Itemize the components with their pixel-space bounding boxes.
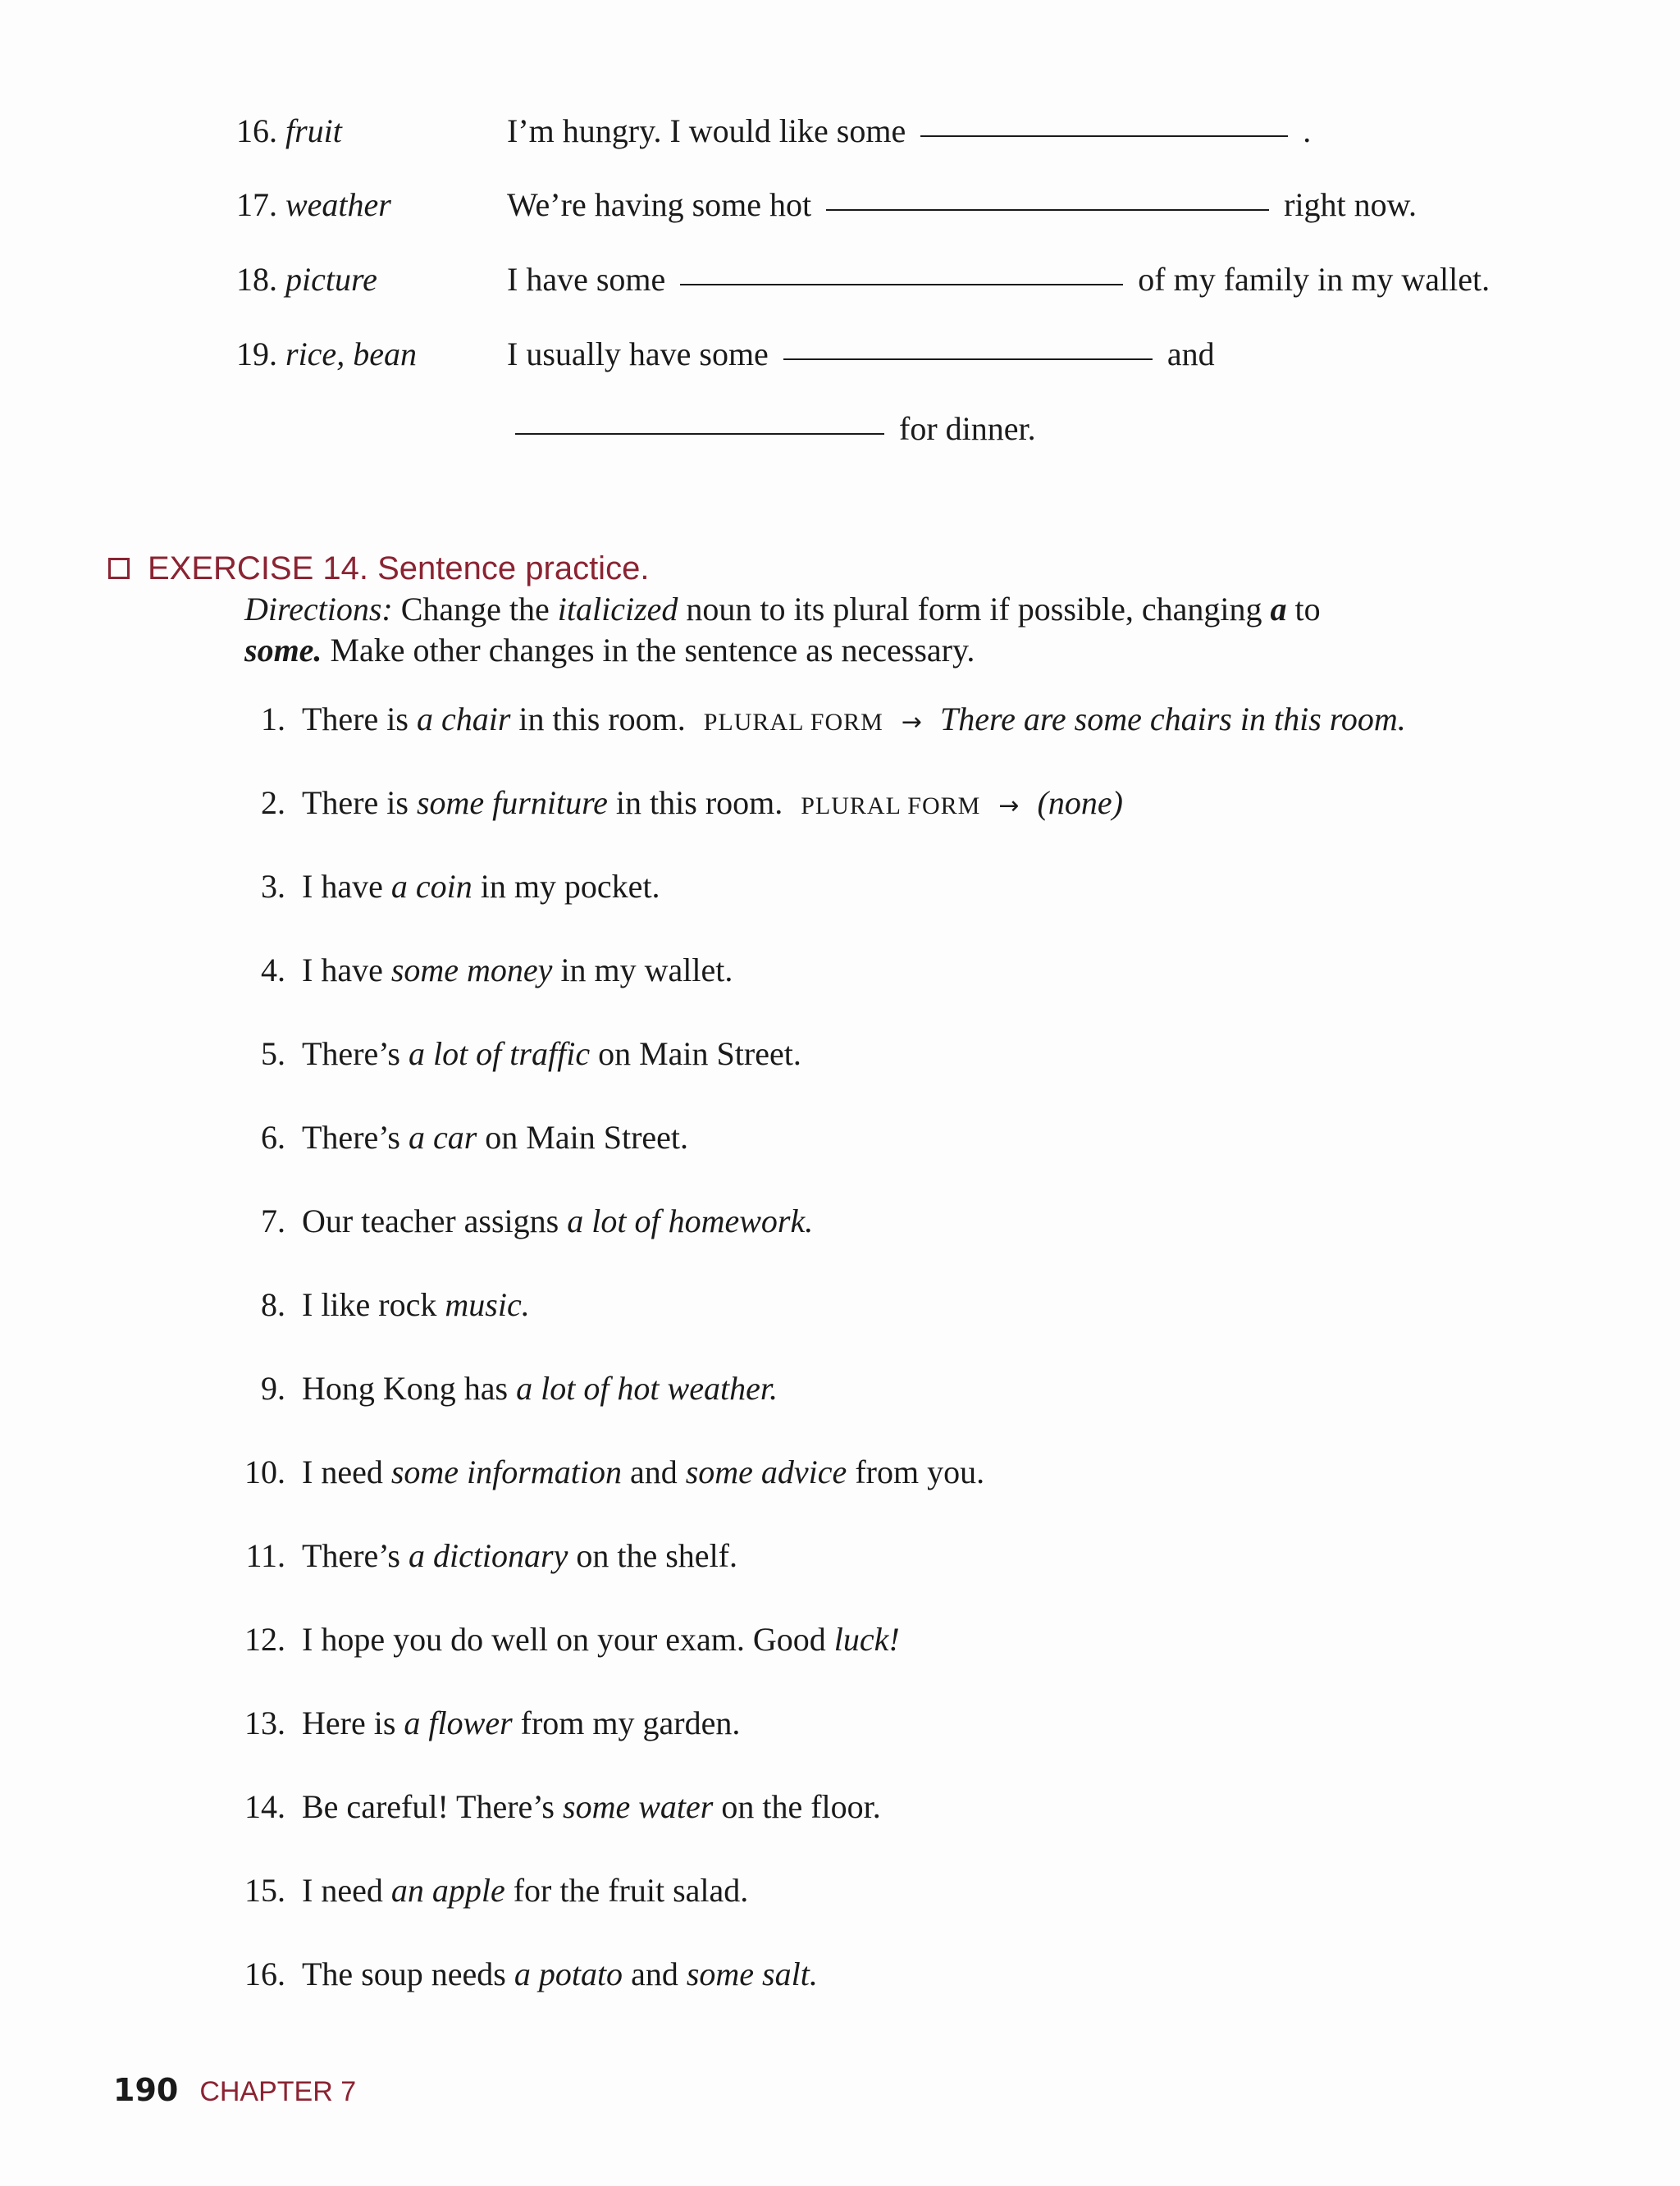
text-segment: 8. — [261, 1286, 285, 1323]
text-segment: 17. — [236, 186, 277, 223]
text-segment: The soup needs — [302, 1956, 514, 1992]
list-item — [0, 1615, 1680, 1664]
fill-in-sentence — [507, 107, 1311, 156]
example-answer: There are some chairs in this room. — [939, 701, 1406, 737]
text-segment: weather — [285, 186, 391, 223]
fill-in-row — [0, 180, 1680, 230]
list-item — [0, 1448, 1680, 1497]
text-segment: in my wallet. — [552, 952, 733, 988]
text-segment: 1. — [261, 701, 285, 737]
text-segment: 5. — [261, 1035, 285, 1072]
text-segment: fruit — [285, 112, 342, 149]
answer-blank[interactable] — [783, 358, 1153, 360]
plural-form-label: PLURAL FORM — [703, 709, 883, 736]
text-segment: noun to its plural form if possible, changing — [678, 591, 1271, 628]
text-segment: and — [623, 1956, 687, 1992]
fill-in-sentence — [507, 330, 1215, 379]
text-segment: 7. — [261, 1203, 285, 1239]
text-segment: a lot of traffic — [408, 1035, 591, 1072]
text-segment: Here is — [302, 1705, 404, 1741]
item-sentence — [302, 1029, 801, 1079]
text-segment: I’m hungry. I would like some — [507, 112, 906, 149]
text-segment: and — [1166, 335, 1215, 372]
text-segment: 3. — [261, 868, 285, 905]
item-number-and-cue — [236, 330, 417, 379]
list-item — [0, 1782, 1680, 1832]
answer-blank[interactable] — [826, 209, 1269, 211]
text-segment: a car — [408, 1119, 477, 1156]
text-segment: 16. — [236, 112, 277, 149]
text-segment: I have some — [507, 261, 666, 298]
text-segment: We’re having some hot — [507, 186, 812, 223]
text-segment: . — [1303, 112, 1312, 149]
text-segment: and — [621, 1454, 686, 1490]
text-segment: in this room. — [607, 784, 783, 821]
text-segment: rice, bean — [285, 335, 417, 372]
fill-in-sentence — [507, 180, 1417, 230]
fill-in-row — [0, 255, 1680, 304]
text-segment: some water — [563, 1788, 714, 1825]
text-segment: italicized — [557, 591, 678, 628]
text-segment: a lot of homework. — [567, 1203, 814, 1239]
fill-in-row-continued — [0, 404, 1680, 454]
answer-blank[interactable] — [515, 433, 884, 435]
text-segment: 2. — [261, 784, 285, 821]
fill-in-row — [0, 107, 1680, 156]
item-sentence — [302, 1950, 818, 1999]
text-segment: on Main Street. — [590, 1035, 801, 1072]
list-item — [0, 1029, 1680, 1079]
text-segment: 10. — [244, 1454, 285, 1490]
text-segment: There is — [302, 701, 417, 737]
text-segment: I have — [302, 952, 391, 988]
text-segment: to — [1286, 591, 1321, 628]
fill-in-sentence — [507, 255, 1490, 304]
text-segment: for dinner. — [899, 410, 1036, 447]
answer-blank[interactable] — [680, 284, 1123, 285]
text-segment: Be careful! There’s — [302, 1788, 563, 1825]
item-sentence — [302, 1866, 748, 1915]
plural-form-label: PLURAL FORM — [801, 792, 981, 819]
text-segment: 15. — [244, 1872, 285, 1909]
list-item — [0, 862, 1680, 911]
text-segment: some salt. — [686, 1956, 818, 1992]
item-sentence — [302, 1699, 740, 1748]
arrow-icon: → — [998, 792, 1020, 820]
text-segment: in my pocket. — [472, 868, 660, 905]
item-sentence — [302, 1782, 881, 1832]
text-segment: 6. — [261, 1119, 285, 1156]
text-segment: I like rock — [302, 1286, 445, 1323]
page-footer — [113, 2072, 356, 2113]
item-number-and-cue — [236, 255, 377, 304]
text-segment: a lot of hot weather. — [516, 1370, 778, 1407]
text-segment: luck! — [833, 1621, 900, 1658]
item-sentence — [302, 695, 1406, 747]
text-segment: I usually have some — [507, 335, 769, 372]
exercise-checkbox[interactable] — [108, 558, 130, 579]
text-segment: I have — [302, 868, 391, 905]
list-item — [0, 1699, 1680, 1748]
fill-in-sentence — [500, 404, 1036, 454]
text-segment: Change the — [392, 591, 558, 628]
text-segment: a dictionary — [408, 1537, 568, 1574]
text-segment: music. — [445, 1286, 530, 1323]
answer-blank[interactable] — [920, 135, 1288, 137]
text-segment: some advice — [685, 1454, 847, 1490]
text-segment: some furniture — [416, 784, 608, 821]
page-number: 190 — [113, 2072, 179, 2108]
text-segment: Make other changes in the sentence as necessary. — [322, 632, 975, 669]
text-segment: of my family in my wallet. — [1138, 261, 1491, 298]
text-segment: Our teacher assigns — [302, 1203, 568, 1239]
item-sentence — [302, 862, 660, 911]
text-segment: I need — [302, 1872, 391, 1909]
text-segment: 14. — [244, 1788, 285, 1825]
text-segment: in this room. — [510, 701, 686, 737]
text-segment: from you. — [847, 1454, 985, 1490]
text-segment: for the fruit salad. — [504, 1872, 749, 1909]
item-sentence — [302, 1280, 530, 1330]
text-segment: I need — [302, 1454, 391, 1490]
text-segment: There’s — [302, 1119, 409, 1156]
item-sentence — [302, 1615, 900, 1664]
text-segment: There is — [302, 784, 417, 821]
item-sentence — [302, 946, 733, 995]
text-segment: 4. — [261, 952, 285, 988]
example-answer: (none) — [1037, 784, 1123, 821]
text-segment: 13. — [244, 1705, 285, 1741]
fill-in-row — [0, 330, 1680, 379]
text-segment: 11. — [245, 1537, 285, 1574]
text-segment: a potato — [514, 1956, 623, 1992]
text-segment: 19. — [236, 335, 277, 372]
item-sentence — [302, 778, 1123, 831]
list-item — [0, 1280, 1680, 1330]
list-item — [0, 695, 1680, 744]
text-segment: 9. — [261, 1370, 285, 1407]
list-item — [0, 1364, 1680, 1413]
text-segment: a coin — [390, 868, 472, 905]
text-segment: There’s — [302, 1537, 409, 1574]
text-segment: 16. — [244, 1956, 285, 1992]
item-sentence — [302, 1448, 984, 1497]
item-sentence — [302, 1113, 688, 1162]
item-sentence — [302, 1531, 737, 1581]
text-segment: Hong Kong has — [302, 1370, 517, 1407]
text-segment: 12. — [244, 1621, 285, 1658]
list-item — [0, 1531, 1680, 1581]
text-segment: a chair — [416, 701, 511, 737]
chapter-label: CHAPTER 7 — [199, 2076, 357, 2107]
text-segment: on the floor. — [713, 1788, 881, 1825]
text-segment: There’s — [302, 1035, 409, 1072]
text-segment: picture — [285, 261, 377, 298]
list-item — [0, 778, 1680, 828]
text-segment: a flower — [404, 1705, 513, 1741]
text-segment: on Main Street. — [477, 1119, 689, 1156]
text-segment: a — [1270, 591, 1287, 628]
text-segment: some. — [244, 632, 322, 669]
text-segment: an apple — [390, 1872, 505, 1909]
arrow-icon: → — [901, 708, 922, 737]
text-segment: on the shelf. — [568, 1537, 737, 1574]
list-item — [0, 1950, 1680, 1999]
text-segment: from my garden. — [512, 1705, 741, 1741]
text-segment: some money — [390, 952, 553, 988]
text-segment: I hope you do well on your exam. Good — [302, 1621, 834, 1658]
exercise-header — [108, 545, 649, 591]
exercise-directions: Directions: Change the italicized noun to its plural form if possible, changing a to some. Make other changes in the sentence as necessary. — [244, 591, 1321, 669]
list-item — [0, 1113, 1680, 1162]
list-item — [0, 1197, 1680, 1246]
text-segment: some information — [390, 1454, 622, 1490]
list-item — [0, 946, 1680, 995]
item-sentence — [302, 1364, 778, 1413]
exercise-title: EXERCISE 14. Sentence practice. — [148, 550, 650, 586]
list-item — [0, 1866, 1680, 1915]
text-segment: 18. — [236, 261, 277, 298]
item-number-and-cue — [236, 180, 391, 230]
item-sentence — [302, 1197, 813, 1246]
item-number-and-cue — [236, 107, 342, 156]
text-segment: right now. — [1284, 186, 1417, 223]
